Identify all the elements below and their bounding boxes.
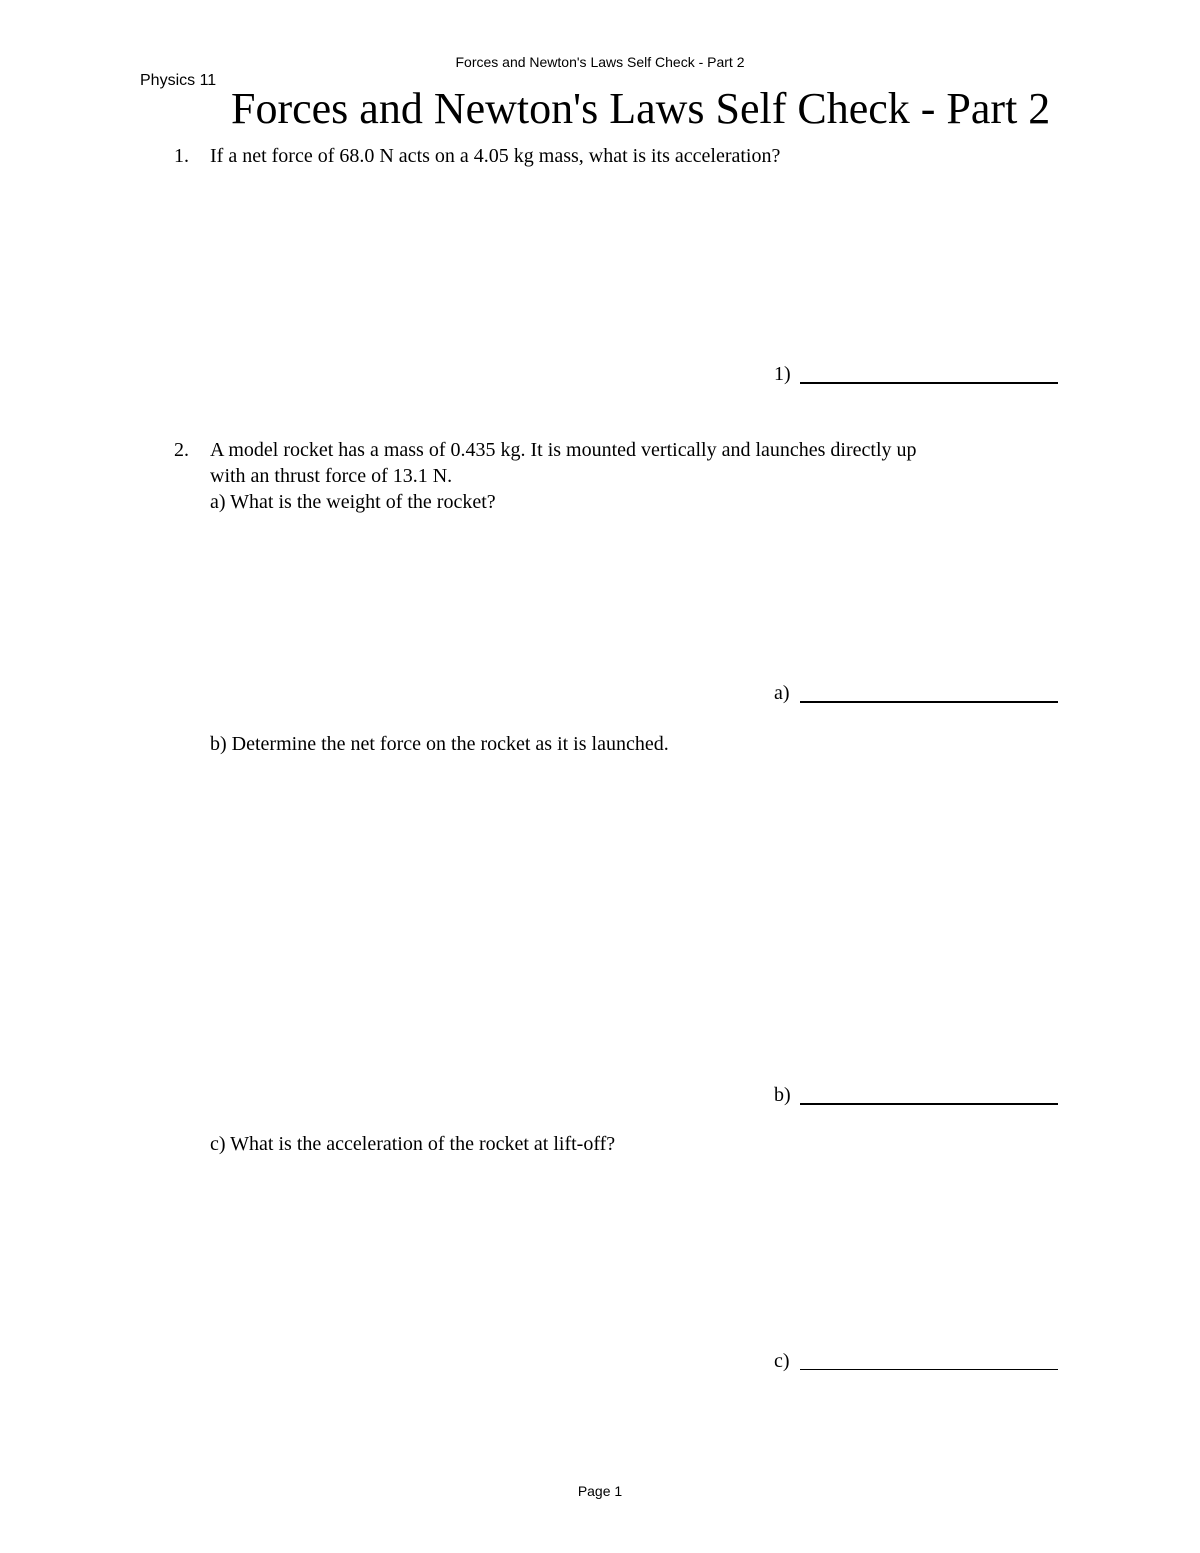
question-number: 2.: [174, 439, 189, 461]
answer-label: c): [774, 1350, 790, 1372]
question-text-line-1: A model rocket has a mass of 0.435 kg. It is mounted vertically and launches directly up: [210, 439, 917, 461]
answer-label: 1): [774, 363, 791, 385]
page-title: Forces and Newton's Laws Self Check - Part 2: [231, 84, 1051, 133]
answer-line[interactable]: [800, 382, 1058, 384]
answer-line[interactable]: [800, 701, 1058, 703]
answer-line[interactable]: [800, 1369, 1058, 1370]
answer-1: [774, 361, 1074, 391]
answer-label: b): [774, 1084, 791, 1106]
running-header: Forces and Newton's Laws Self Check - Part 2: [455, 54, 745, 70]
question-text-line-2: with an thrust force of 13.1 N.: [210, 465, 453, 487]
page-footer: Page 1: [577, 1483, 623, 1499]
question-text: If a net force of 68.0 N acts on a 4.05 kg mass, what is its acceleration?: [210, 145, 781, 167]
answer-line[interactable]: [800, 1103, 1058, 1105]
answer-label: a): [774, 682, 790, 704]
sub-question-b: b) Determine the net force on the rocket as it is launched.: [210, 733, 669, 755]
answer-2a: [774, 680, 1074, 710]
sub-question-a: a) What is the weight of the rocket?: [210, 491, 496, 513]
answer-2c: [774, 1348, 1074, 1378]
sub-question-c: c) What is the acceleration of the rocket at lift-off?: [210, 1133, 616, 1155]
answer-2b: [774, 1082, 1074, 1112]
course-label: Physics 11: [140, 72, 217, 89]
question-number: 1.: [174, 145, 189, 167]
